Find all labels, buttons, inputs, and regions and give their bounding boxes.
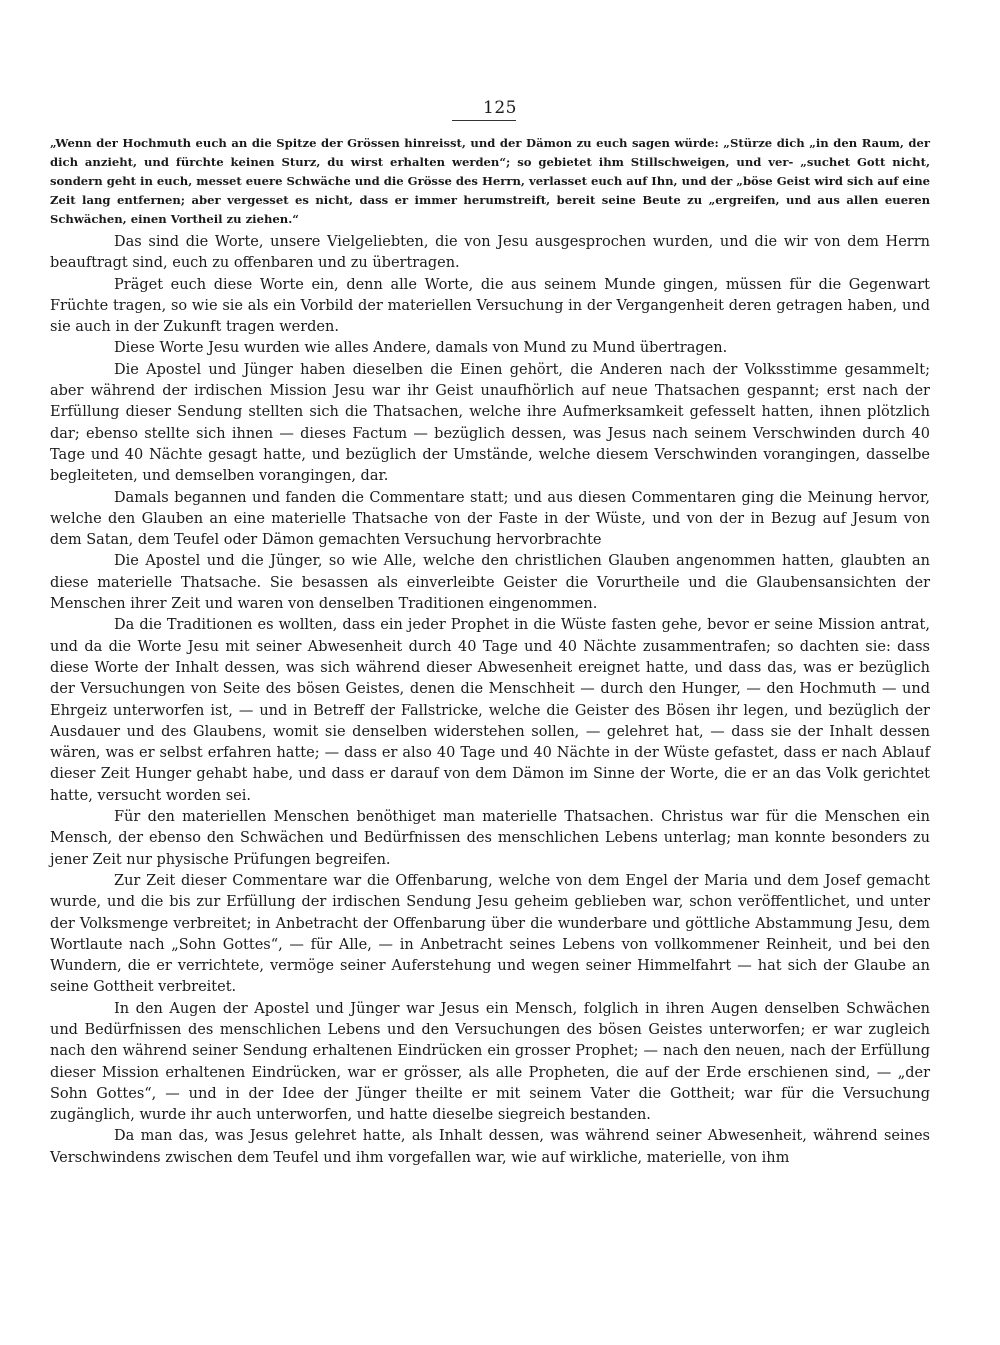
paragraph: Diese Worte Jesu wurden wie alles Andere, damals von Mund zu Mund übertragen. (114, 340, 728, 357)
paragraph: Das sind die Worte, unsere Vielgeliebten, die von Jesu ausgesprochen wurden, und die wir von dem Herrn beauftragt sind, euch zu offenbaren und zu übertragen. (50, 234, 930, 272)
paragraph: Zur Zeit dieser Commentare war die Offenbarung, welche von dem Engel der Maria und dem Josef gemacht wurde, und die bis zur Erfüllung der irdischen Sendung Jesu geheim geblieben war, schon veröffentlichet, und unter der Volksmenge verbreitet; in Anbetracht der Offenbarung über die wunderbare und göttliche Abstammung Jesu, dem Wortlaute nach „Sohn Gottes“, — für Alle, — in Anbetracht seines Lebens von vollkommener Reinheit, und bei den Wundern, die er verrichtete, vermöge seiner Auferstehung und wegen seiner Himmelfahrt — hat sich der Glaube an seine Gottheit verbreitet. (50, 872, 930, 996)
paragraph: Für den materiellen Menschen benöthiget man materielle Thatsachen. Christus war für die Menschen ein Mensch, der ebenso den Schwächen und Bedürfnissen des menschlichen Lebens unterlag; man konnte besonders zu jener Zeit nur physische Prüfungen begreifen. (50, 809, 930, 868)
page-number-rule (452, 120, 516, 121)
paragraph: Da die Traditionen es wollten, dass ein jeder Prophet in die Wüste fasten gehe, bevor er seine Mission antrat, und da die Worte Jesu mit seiner Abwesenheit durch 40 Tage und 40 Nächte zusammentrafen; so dachten sie: dass diese Worte der Inhalt dessen, was sich während dieser Abwesenheit ereignet hatte, und dass das, was er bezüglich der Versuchungen von Seite des bösen Geistes, denen die Menschheit — durch den Hunger, — den Hochmuth — und Ehrgeiz unterworfen ist, — und in Betreff der Fallstricke, welche die Geister des Bösen ihr legen, und bezüglich der Ausdauer und des Glaubens, womit sie denselben widerstehen sollen, — gelehret hat, — dass sie der Inhalt dessen wären, was er selbst erfahren hatte; — dass er also 40 Tage und 40 Nächte in der Wüste gefastet, dass er nach Ablauf dieser Zeit Hunger gehabt habe, und dass er darauf von dem Dämon im Sinne der Worte, die er an das Volk gerichtet hatte, versucht worden sei. (50, 617, 930, 804)
paragraph: Präget euch diese Worte ein, denn alle Worte, die aus seinem Munde gingen, müssen für die Gegenwart Früchte tragen, so wie sie als ein Vorbild der materiellen Versuchung in der Vergangenheit deren getragen haben, und sie auch in der Zukunft tragen werden. (50, 276, 930, 336)
body-text (50, 232, 930, 1169)
paragraph: Da man das, was Jesus gelehret hatte, als Inhalt dessen, was während seiner Abwesenheit, während seines Verschwindens zwischen dem Teufel und ihm vorgefallen war, wie auf wirkliche, materielle, von ihm (50, 1128, 930, 1166)
paragraph: Damals begannen und fanden die Commentare statt; und aus diesen Commentaren ging die Meinung hervor, welche den Glauben an eine materielle Thatsache von der Faste in der Wüste, und von der in Bezug auf Jesum von dem Satan, dem Teufel oder Dämon gemachten Versuchung hervorbrachte (50, 489, 930, 549)
page-number: 125 (483, 98, 517, 118)
paragraph: In den Augen der Apostel und Jünger war Jesus ein Mensch, folglich in ihren Augen denselben Schwächen und Bedürfnissen des menschlichen Lebens und den Versuchungen des bösen Geistes unterworfen; er war zugleich nach den während seiner Sendung erhaltenen Eindrücken ein grosser Prophet; — nach den neuen, nach der Erfüllung dieser Mission erhaltenen Eindrücken, war er grösser, als alle Propheten, die auf der Erde erschienen sind, — „der Sohn Gottes“, — und in der Idee der Jünger theilte er mit seinem Vater die Gottheit; war für die Versuchung zugänglich, wurde ihr auch unterworfen, und hatte dieselbe siegreich bestanden. (50, 1000, 930, 1124)
paragraph: Die Apostel und die Jünger, so wie Alle, welche den christlichen Glauben angenommen hatten, glaubten an diese materielle Thatsache. Sie besassen als einverleibte Geister die Vorurtheile und die Glaubensansichten der Menschen ihrer Zeit und waren von denselben Traditionen eingenommen. (50, 553, 930, 613)
quote-block: „Wenn der Hochmuth euch an die Spitze der Grössen hinreisst, und der Dämon zu euch sagen würde: „Stürze dich „in den Raum, der dich anzieht, und fürchte keinen Sturz, du wirst erhalten werden“; so gebietet ihm Stillschweigen, und ver- „suchet Gott nicht, sondern geht in euch, messet euere Schwäche und die Grösse des Herrn, verlasset euch auf Ihn, und der „böse Geist wird sich auf eine Zeit lang entfernen; aber vergesset es nicht, dass er immer herumstreift, bereit seine Beute zu „ergreifen, und aus allen eueren Schwächen, einen Vortheil zu ziehen.“ (50, 136, 930, 226)
paragraph: Die Apostel und Jünger haben dieselben die Einen gehört, die Anderen nach der Volksstimme gesammelt; aber während der irdischen Mission Jesu war ihr Geist unaufhörlich auf neue Thatsachen gespannt; erst nach der Erfüllung dieser Sendung stellten sich die Thatsachen, welche ihre Aufmerksamkeit gefesselt hatten, ihnen plötzlich dar; ebenso stellte sich ihnen — dieses Factum — bezüglich dessen, was Jesus nach seinem Verschwinden durch 40 Tage und 40 Nächte gesagt hatte, und bezüglich der Umstände, welche diesem Verschwinden vorangingen, dasselbe begleiteten, und demselben vorangingen, dar. (50, 361, 930, 485)
